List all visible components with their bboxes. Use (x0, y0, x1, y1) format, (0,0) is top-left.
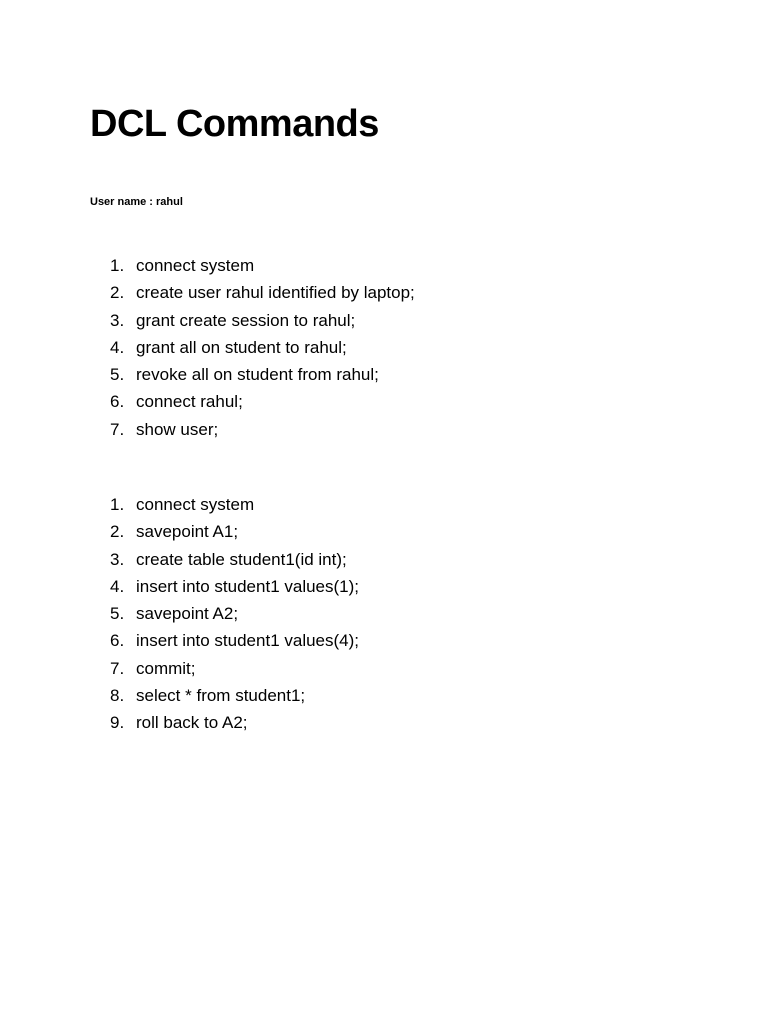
list-item-number: 8. (110, 686, 125, 706)
list-item (110, 655, 359, 682)
page-title: DCL Commands (90, 103, 379, 145)
user-name-label: User name : rahul (90, 196, 183, 208)
list-item-text: commit; (136, 658, 196, 678)
list-item-number: 1. (110, 495, 125, 514)
list-item (110, 518, 359, 545)
list-item-number: 9. (110, 713, 125, 733)
list-item (110, 361, 415, 388)
list-item-number: 7. (110, 658, 125, 678)
list-item-number: 2. (110, 522, 125, 542)
list-item-number: 5. (110, 604, 125, 624)
list-item-number: 2. (110, 283, 125, 303)
list-item (110, 627, 359, 654)
list-item (110, 252, 415, 279)
list-item-text: insert into student1 values(1); (136, 576, 360, 596)
list-item-text: connect rahul; (136, 392, 243, 412)
list-item-number: 7. (110, 419, 125, 439)
list-item (110, 491, 359, 518)
list-item (110, 388, 415, 415)
list-item (110, 546, 359, 573)
list-item-number: 6. (110, 631, 125, 651)
list-item-number: 1. (110, 256, 125, 275)
list-item-text: connect system (136, 256, 255, 275)
list-item-number: 6. (110, 392, 125, 412)
list-item (110, 279, 415, 306)
list-item (110, 334, 415, 361)
list-item-number: 3. (110, 310, 125, 330)
list-item (110, 573, 359, 600)
list-item-number: 3. (110, 549, 125, 569)
list-item (110, 682, 359, 709)
list-item (110, 600, 359, 627)
list-item-text: roll back to A2; (136, 713, 248, 733)
list-item-text: create table student1(id int); (136, 549, 347, 569)
list-item-number: 4. (110, 576, 125, 596)
list-item-number: 5. (110, 365, 125, 385)
list-item (110, 307, 415, 334)
list-item-text: connect system (136, 495, 255, 514)
transaction-command-list (110, 491, 359, 737)
list-item-text: revoke all on student from rahul; (136, 365, 379, 385)
list-item-text: grant all on student to rahul; (136, 337, 347, 357)
list-item-text: savepoint A2; (136, 604, 239, 624)
list-item-number: 4. (110, 337, 125, 357)
list-item-text: create user rahul identified by laptop; (136, 283, 415, 303)
list-item (110, 709, 359, 736)
dcl-command-list (110, 252, 415, 443)
list-item-text: insert into student1 values(4); (136, 631, 360, 651)
list-item-text: show user; (136, 419, 219, 439)
list-item-text: select * from student1; (136, 686, 306, 706)
list-item-text: grant create session to rahul; (136, 310, 356, 330)
list-item (110, 416, 415, 443)
list-item-text: savepoint A1; (136, 522, 239, 542)
